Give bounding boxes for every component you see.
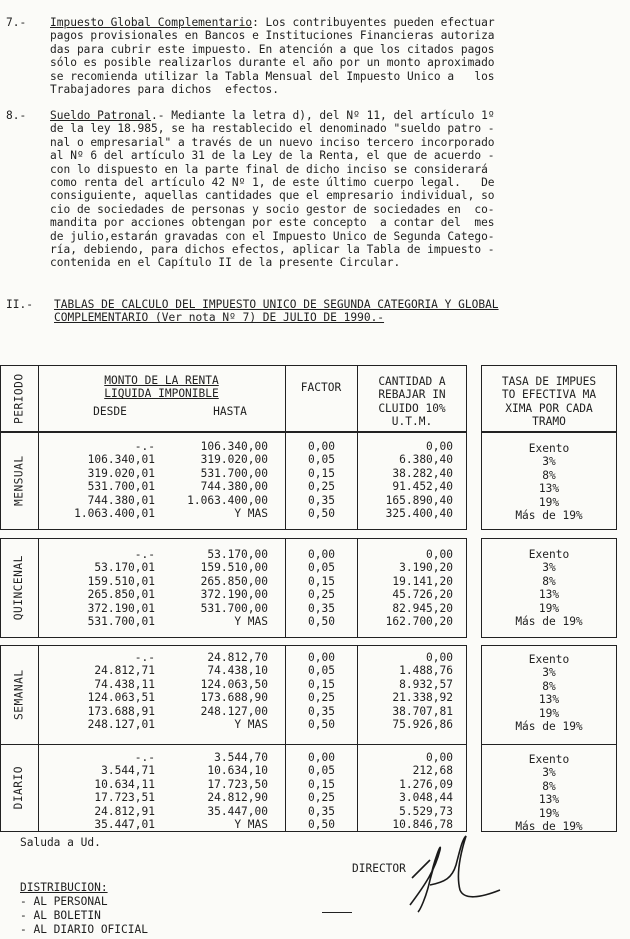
header-hasta: HASTA: [213, 405, 247, 418]
header-desde: DESDE: [93, 405, 127, 418]
tax-table: [0, 365, 630, 835]
cantidad-diario: 0,00 212,68 1.276,09 3.048,44 5.529,73 10.846,78: [392, 751, 453, 832]
saluda-text: Saluda a Ud.: [20, 836, 101, 849]
tasa-quincenal: Exento 3% 8% 13% 19% Más de 19%: [515, 548, 583, 629]
factor-quincenal: 0,00 0,05 0,15 0,25 0,35 0,50: [308, 548, 335, 629]
section-2-number: II.-: [6, 298, 33, 311]
factor-semanal: 0,00 0,05 0,15 0,25 0,35 0,50: [308, 651, 335, 732]
factor-mensual: 0,00 0,05 0,15 0,25 0,35 0,50: [308, 440, 335, 521]
header-cantidad: CANTIDAD A REBAJAR IN CLUIDO 10% U.T.M.: [378, 375, 446, 429]
item-8-number: 8.-: [6, 109, 27, 122]
distribucion-item: - AL BOLETIN: [20, 909, 101, 922]
tasa-diario: Exento 3% 8% 13% 19% Más de 19%: [515, 753, 583, 834]
tasa-mensual: Exento 3% 8% 13% 19% Más de 19%: [515, 442, 583, 523]
item-7-text: Impuesto Global Complementario: Los contribuyentes pueden efectuar pagos provisionales en Bancos e Instituciones Financieras autoriza das para cubrir este impuesto. En atención a que los citados pagos sólo es posible realizarlos durante el año por un monto aproximado se recomienda utilizar la Tabla Mensual del Impuesto Unico a los Trabajadores para dichos efectos.: [50, 16, 495, 97]
section-2-title: TABLAS DE CALCULO DEL IMPUESTO UNICO DE SEGUNDA CATEGORIA Y GLOBAL COMPLEMENTARIO (Ver nota Nº 7) DE JULIO DE 1990.-: [54, 298, 499, 325]
header-factor: FACTOR: [300, 381, 342, 394]
item-8: [6, 109, 612, 274]
cantidad-mensual: 0,00 6.380,40 38.282,40 91.452,40 165.890,40 325.400,40: [385, 440, 453, 521]
director-label: DIRECTOR: [352, 862, 406, 875]
distribucion-title: DISTRIBUCION:: [20, 881, 108, 894]
signature-mark: [322, 912, 352, 913]
desde-mensual: -.- 106.340,01 319.020,01 531.700,01 744.380,01 1.063.400,01: [74, 440, 155, 521]
header-periodo: PERIODO: [12, 373, 26, 424]
item-7: [6, 16, 612, 98]
periodo-mensual: MENSUAL: [12, 455, 26, 507]
header-monto-line1: MONTO DE LA RENTA: [104, 374, 219, 387]
item-7-title: Impuesto Global Complementario: [50, 16, 253, 29]
distribucion-item: - AL DIARIO OFICIAL: [20, 923, 148, 936]
hasta-mensual: 106.340,00 319.020,00 531.700,00 744.380,00 1.063.400,00 Y MAS: [187, 440, 268, 521]
distribucion-item: - AL PERSONAL: [20, 895, 108, 908]
tasa-semanal: Exento 3% 8% 13% 19% Más de 19%: [515, 653, 583, 734]
hasta-quincenal: 53.170,00 159.510,00 265.850,00 372.190,00 531.700,00 Y MAS: [200, 548, 268, 629]
periodo-semanal: SEMANAL: [12, 669, 26, 721]
periodo-diario: DIARIO: [12, 766, 26, 810]
cantidad-quincenal: 0,00 3.190,20 19.141,20 45.726,20 82.945,20 162.700,20: [385, 548, 453, 629]
desde-semanal: -.- 24.812,71 74.438,11 124.063,51 173.688,91 248.127,01: [87, 651, 155, 732]
header-monto-line2: LIQUIDA IMPONIBLE: [104, 387, 219, 400]
section-2-heading: [6, 298, 616, 328]
hasta-semanal: 24.812,70 74.438,10 124.063,50 173.688,90 248.127,00 Y MAS: [200, 651, 268, 732]
item-7-number: 7.-: [6, 16, 27, 29]
header-tasa: TASA DE IMPUES TO EFECTIVA MA XIMA POR CADA TRAMO: [501, 375, 597, 429]
periodo-quincenal: QUINCENAL: [12, 555, 26, 621]
desde-diario: -.- 3.544,71 10.634,11 17.723,51 24.812,91 35.447,01: [94, 751, 155, 832]
signature: [390, 830, 530, 920]
desde-quincenal: -.- 53.170,01 159.510,01 265.850,01 372.190,01 531.700,01: [87, 548, 155, 629]
cantidad-semanal: 0,00 1.488,76 8.932,57 21.338,92 38.707,81 75.926,86: [392, 651, 453, 732]
item-8-title: Sueldo Patronal: [50, 109, 152, 122]
factor-diario: 0,00 0,05 0,15 0,25 0,35 0,50: [308, 751, 335, 832]
hasta-diario: 3.544,70 10.634,10 17.723,50 24.812,90 35.447,00 Y MAS: [207, 751, 268, 832]
item-8-text: Sueldo Patronal.- Mediante la letra d), del Nº 11, del artículo 1º de la ley 18.985, se ha restablecido el denominado "sueldo patro - nal o empresarial" a través de un nuevo inciso tercero incorporado al Nº 6 del artículo 31 de la Ley de la Renta, el que de acuerdo - con lo dispuesto en la parte final de dicho inciso se considerará como renta del artículo 42 Nº 1, de este último cuerpo legal. De consiguiente, aquellas cantidades que el empresario individual, so cio de sociedades de personas y socio gestor de sociedades en co- mandita por acciones obtengan por este concepto a contar del mes de julio,estarán gravadas con el Impuesto Unico de Segunda Catego- ría, debiendo, para dichos efectos, aplicar la Tabla de impuesto - contenida en el Capítulo II de la presente Circular.: [50, 109, 495, 270]
